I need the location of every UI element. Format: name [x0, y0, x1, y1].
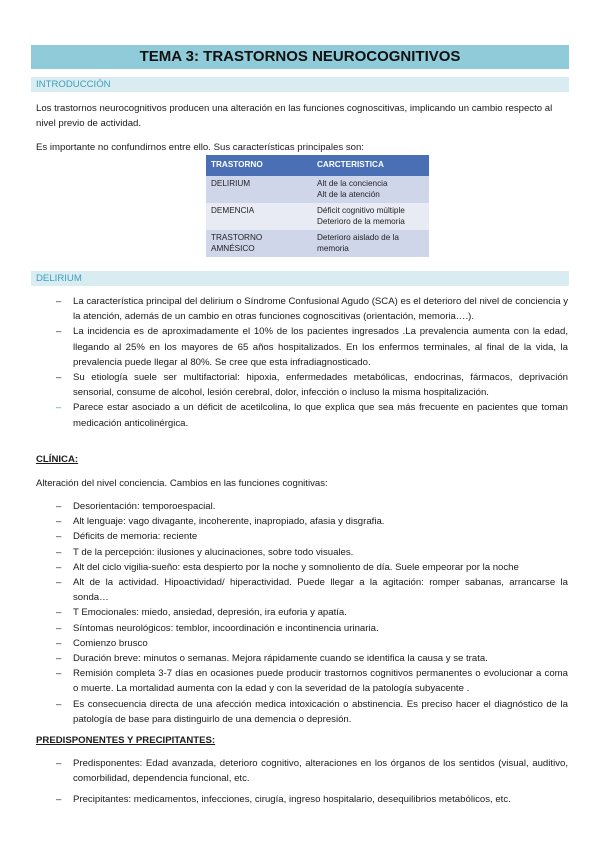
list-item-text: Parece estar asociado a un déficit de acetilcolina, lo que explica que sea más frecuente en pacientes que toman medicación anticolinérgica. [73, 402, 568, 429]
list-item [36, 514, 568, 529]
dash-bullet: – [56, 561, 62, 573]
list-item [36, 560, 568, 575]
dash-bullet: – [56, 622, 62, 634]
list-item-text: La incidencia es de aproximadamente el 10% de los pacientes ingresados .La prevalencia aumenta con la edad, llegando al 25% en los mayores de 65 años hospitalizados. En los enfermos terminales, al final de la vida, la prevalencia puede llegar al 80%. Se cree que esta infradiagnosticado. [73, 326, 568, 368]
table-row [206, 203, 429, 230]
dash-bullet: – [56, 698, 62, 710]
clinica-list [36, 499, 568, 727]
list-item-text: Comienzo brusco [73, 637, 148, 649]
intro-paragraph-2: Es importante no confundirnos entre ello. Sus características principales son: [36, 142, 364, 153]
table-cell-disorder: DELIRIUM [206, 176, 312, 203]
disorder-line: TRASTORNO [211, 233, 263, 242]
predisponentes-list [36, 756, 568, 808]
dash-bullet: – [56, 607, 62, 619]
dash-bullet: – [56, 501, 62, 512]
table-cell-disorder: DEMENCIA [206, 203, 312, 230]
dash-bullet: – [56, 794, 62, 806]
trait-line: Alt de la conciencia [317, 179, 388, 188]
clinica-intro: Alteración del nivel conciencia. Cambios en las funciones cognitivas: [36, 478, 328, 489]
dash-bullet: – [56, 668, 62, 680]
table-row [206, 230, 429, 257]
list-item [36, 666, 568, 696]
table-cell-trait [312, 230, 429, 257]
table-cell-trait [312, 203, 429, 230]
dash-bullet: – [56, 326, 62, 338]
table-header-row [206, 155, 429, 176]
list-item [36, 575, 568, 605]
list-item [36, 529, 568, 544]
disorder-line: AMNÉSICO [211, 243, 255, 253]
list-item [36, 545, 568, 560]
trait-line: Deterioro de la memoria [317, 216, 405, 226]
list-item-text: Desorientación: temporoespacial. [73, 501, 216, 512]
dash-bullet: – [56, 637, 62, 649]
dash-bullet: – [56, 372, 62, 384]
list-item-text: T Emocionales: miedo, ansiedad, depresión, ira euforia y apatía. [73, 607, 347, 619]
list-item-text: La característica principal del delirium o Síndrome Confusional Agudo (SCA) es el deterioro del nivel de conciencia y la atención, además de un cambio en otras funciones cognoscitivas (orientación, memoria….). [73, 296, 568, 323]
list-item [36, 621, 568, 636]
list-item-text: Duración breve: minutos o semanas. Mejora rápidamente cuando se identifica la causa y se trata. [73, 653, 488, 665]
dash-bullet: – [56, 653, 62, 665]
section-heading-delirium: DELIRIUM [31, 271, 569, 286]
page-title: TEMA 3: TRASTORNOS NEUROCOGNITIVOS [31, 45, 569, 69]
subheading-clinica: CLÍNICA: [36, 454, 79, 465]
table-header-cell: TRASTORNO [206, 155, 312, 176]
list-item-text: Su etiología suele ser multifactorial: hipoxia, enfermedades metabólicas, endocrinas, fármacos, deprivación sensorial, consume de alcohol, lesión cerebral, dolor, infección o incluso la misma hospitalización. [73, 372, 568, 399]
table-cell-disorder [206, 230, 312, 257]
list-item [36, 324, 568, 370]
list-item [36, 400, 568, 430]
dash-bullet: – [56, 296, 62, 307]
list-item-text: Síntomas neurológicos: temblor, incoordinación e incontinencia urinaria. [73, 622, 379, 634]
list-item-text: Alt de la actividad. Hipoactividad/ hiperactividad. Puede llegar a la agitación: romper sabanas, arrancarse la sonda… [73, 577, 568, 604]
list-item-text: Remisión completa 3-7 días en ocasiones puede producir trastornos cognitivos permanentes o evolucionar a coma o muerte. La mortalidad aumenta con la edad y con la severidad de la patología subyacente . [73, 668, 568, 695]
list-item [36, 756, 568, 786]
dash-bullet: – [56, 402, 62, 414]
list-item-text: Predisponentes: Edad avanzada, deterioro cognitivo, alteraciones en los órganos de los sentidos (visual, auditivo, comorbilidad, dependencia funcional, etc. [73, 758, 568, 785]
list-item [36, 605, 568, 620]
list-item [36, 651, 568, 666]
trait-line: Déficit cognitivo múltiple [317, 206, 405, 215]
intro-paragraph: Los trastornos neurocognitivos producen una alteración en las funciones cognoscitivas, implicando un cambio respecto al nivel previo de actividad. [36, 103, 553, 130]
dash-bullet: – [56, 546, 62, 558]
list-item-text: Déficits de memoria: reciente [73, 531, 198, 543]
list-item-text: Es consecuencia directa de una afección medica intoxicación o abstinencia. Es preciso hacer el diagnóstico de la patología de base para distinguirlo de una demencia o depresión. [73, 698, 568, 725]
list-item [36, 792, 568, 807]
table-cell-trait [312, 176, 429, 203]
list-item [36, 294, 568, 324]
list-item-text: Alt del ciclo vigilia-sueño: esta despierto por la noche y somnoliento de día. Suele empeorar por la noche [73, 561, 519, 573]
list-item-text: Alt lenguaje: vago divagante, incoherente, inapropiado, afasia y disgrafia. [73, 516, 385, 528]
dash-bullet: – [56, 577, 62, 589]
list-item [36, 499, 568, 514]
subheading-predisponentes: PREDISPONENTES Y PRECIPITANTES: [36, 735, 216, 746]
trait-line: memoria [317, 243, 349, 253]
table-header-cell: CARCTERISTICA [312, 155, 429, 176]
section-heading-introduccion: INTRODUCCIÓN [31, 77, 569, 92]
list-item-text: Precipitantes: medicamentos, infecciones, cirugía, ingreso hospitalario, desequilibrios metabólicos, etc. [73, 794, 511, 806]
dash-bullet: – [56, 758, 62, 769]
dash-bullet: – [56, 516, 62, 528]
trait-line: Deterioro aislado de la [317, 233, 399, 242]
dash-bullet: – [56, 531, 62, 543]
list-item-text: T de la percepción: ilusiones y alucinaciones, sobre todo visuales. [73, 546, 354, 558]
delirium-list [36, 294, 568, 431]
list-item [36, 370, 568, 400]
list-item [36, 697, 568, 727]
list-item [36, 636, 568, 651]
characteristics-table [206, 155, 429, 257]
table-row [206, 176, 429, 203]
trait-line: Alt de la atención [317, 189, 380, 199]
